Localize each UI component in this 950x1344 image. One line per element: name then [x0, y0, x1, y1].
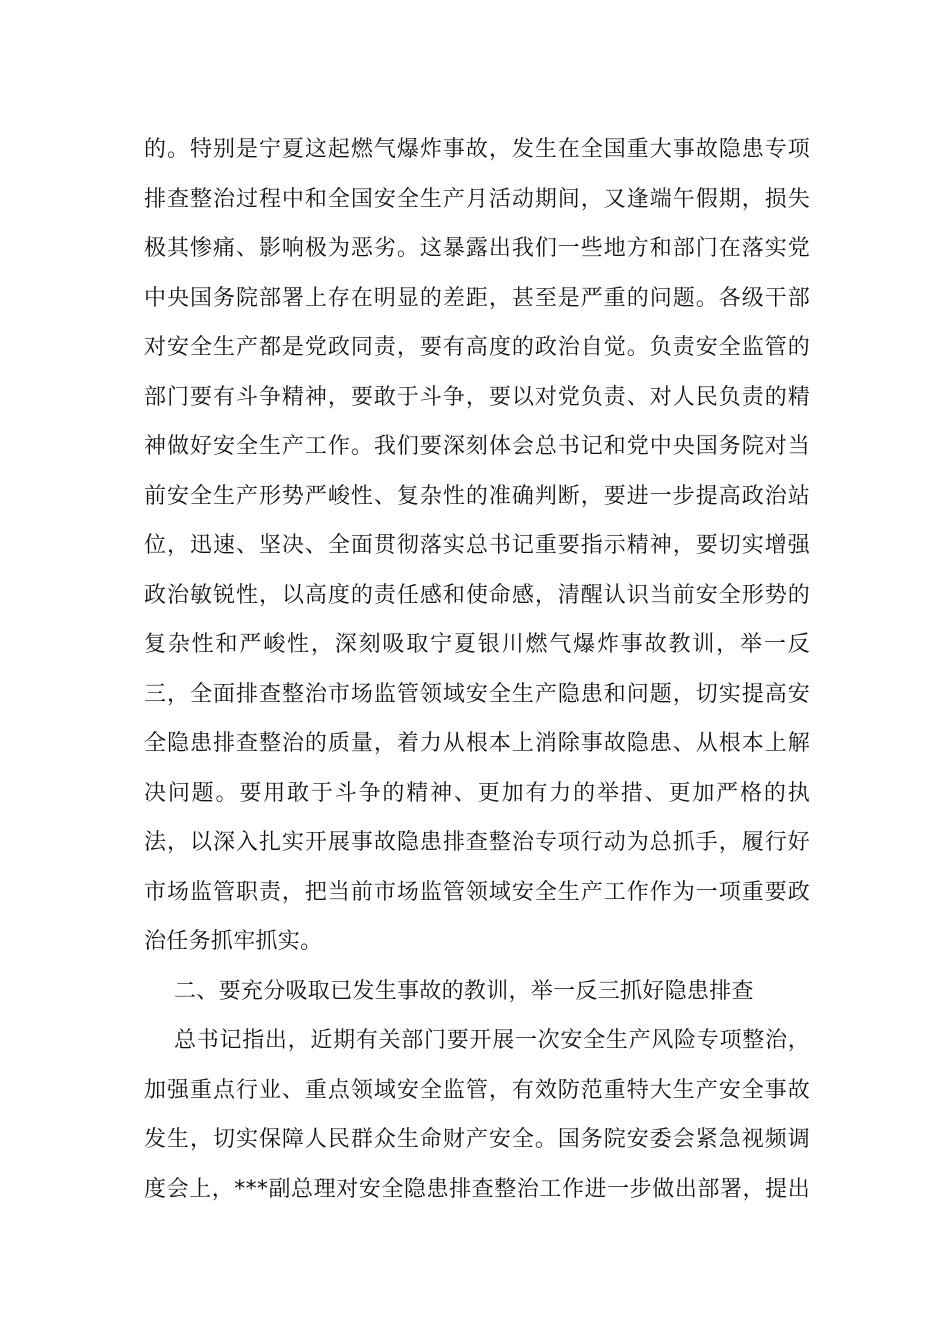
text-line: 市场监管职责，把当前市场监管领域安全生产工作作为一项重要政: [144, 879, 810, 905]
text-line: 发生，切实保障人民群众生命财产安全。国务院安委会紧急视频调: [144, 1127, 810, 1152]
text-line: 治任务抓牢抓实。: [144, 929, 323, 954]
text-line: 极其惨痛、影响极为恶劣。这暴露出我们一些地方和部门在落实党: [144, 236, 810, 261]
section-heading: 二、要充分吸取已发生事故的教训，举一反三抓好隐患排查: [174, 978, 754, 1004]
text-line: 对安全生产都是党政同责，要有高度的政治自觉。负责安全监管的: [144, 335, 810, 360]
text-line: 度会上，***副总理对安全隐患排查整治工作进一步做出部署，提出: [144, 1176, 810, 1202]
text-line: 中央国务院部署上存在明显的差距，甚至是严重的问题。各级干部: [144, 285, 810, 311]
text-line: 位，迅速、坚决、全面贯彻落实总书记重要指示精神，要切实增强: [144, 533, 810, 558]
text-line: 法，以深入扎实开展事故隐患排查整治专项行动为总抓手，履行好: [144, 830, 810, 855]
text-line: 前安全生产形势严峻性、复杂性的准确判断，要进一步提高政治站: [144, 483, 810, 509]
text-line: 总书记指出，近期有关部门要开展一次安全生产风险专项整治，: [174, 1028, 810, 1053]
text-line: 神做好安全生产工作。我们要深刻体会总书记和党中央国务院对当: [144, 434, 810, 459]
text-line: 的。特别是宁夏这起燃气爆炸事故，发生在全国重大事故隐患专项: [144, 137, 810, 162]
text-line: 加强重点行业、重点领域安全监管，有效防范重特大生产安全事故: [144, 1077, 810, 1103]
text-line: 部门要有斗争精神，要敢于斗争，要以对党负责、对人民负责的精: [144, 384, 810, 410]
text-line: 政治敏锐性，以高度的责任感和使命感，清醒认识当前安全形势的: [144, 582, 810, 608]
text-line: 全隐患排查整治的质量，着力从根本上消除事故隐患、从根本上解: [144, 731, 810, 756]
document-body: [144, 125, 810, 1214]
text-line: 复杂性和严峻性，深刻吸取宁夏银川燃气爆炸事故教训，举一反: [144, 632, 810, 657]
text-line: 排查整治过程中和全国安全生产月活动期间，又逢端午假期，损失: [144, 186, 810, 212]
text-line: 决问题。要用敢于斗争的精神、更加有力的举措、更加严格的执: [144, 780, 810, 806]
text-line: 三，全面排查整治市场监管领域安全生产隐患和问题，切实提高安: [144, 681, 810, 707]
